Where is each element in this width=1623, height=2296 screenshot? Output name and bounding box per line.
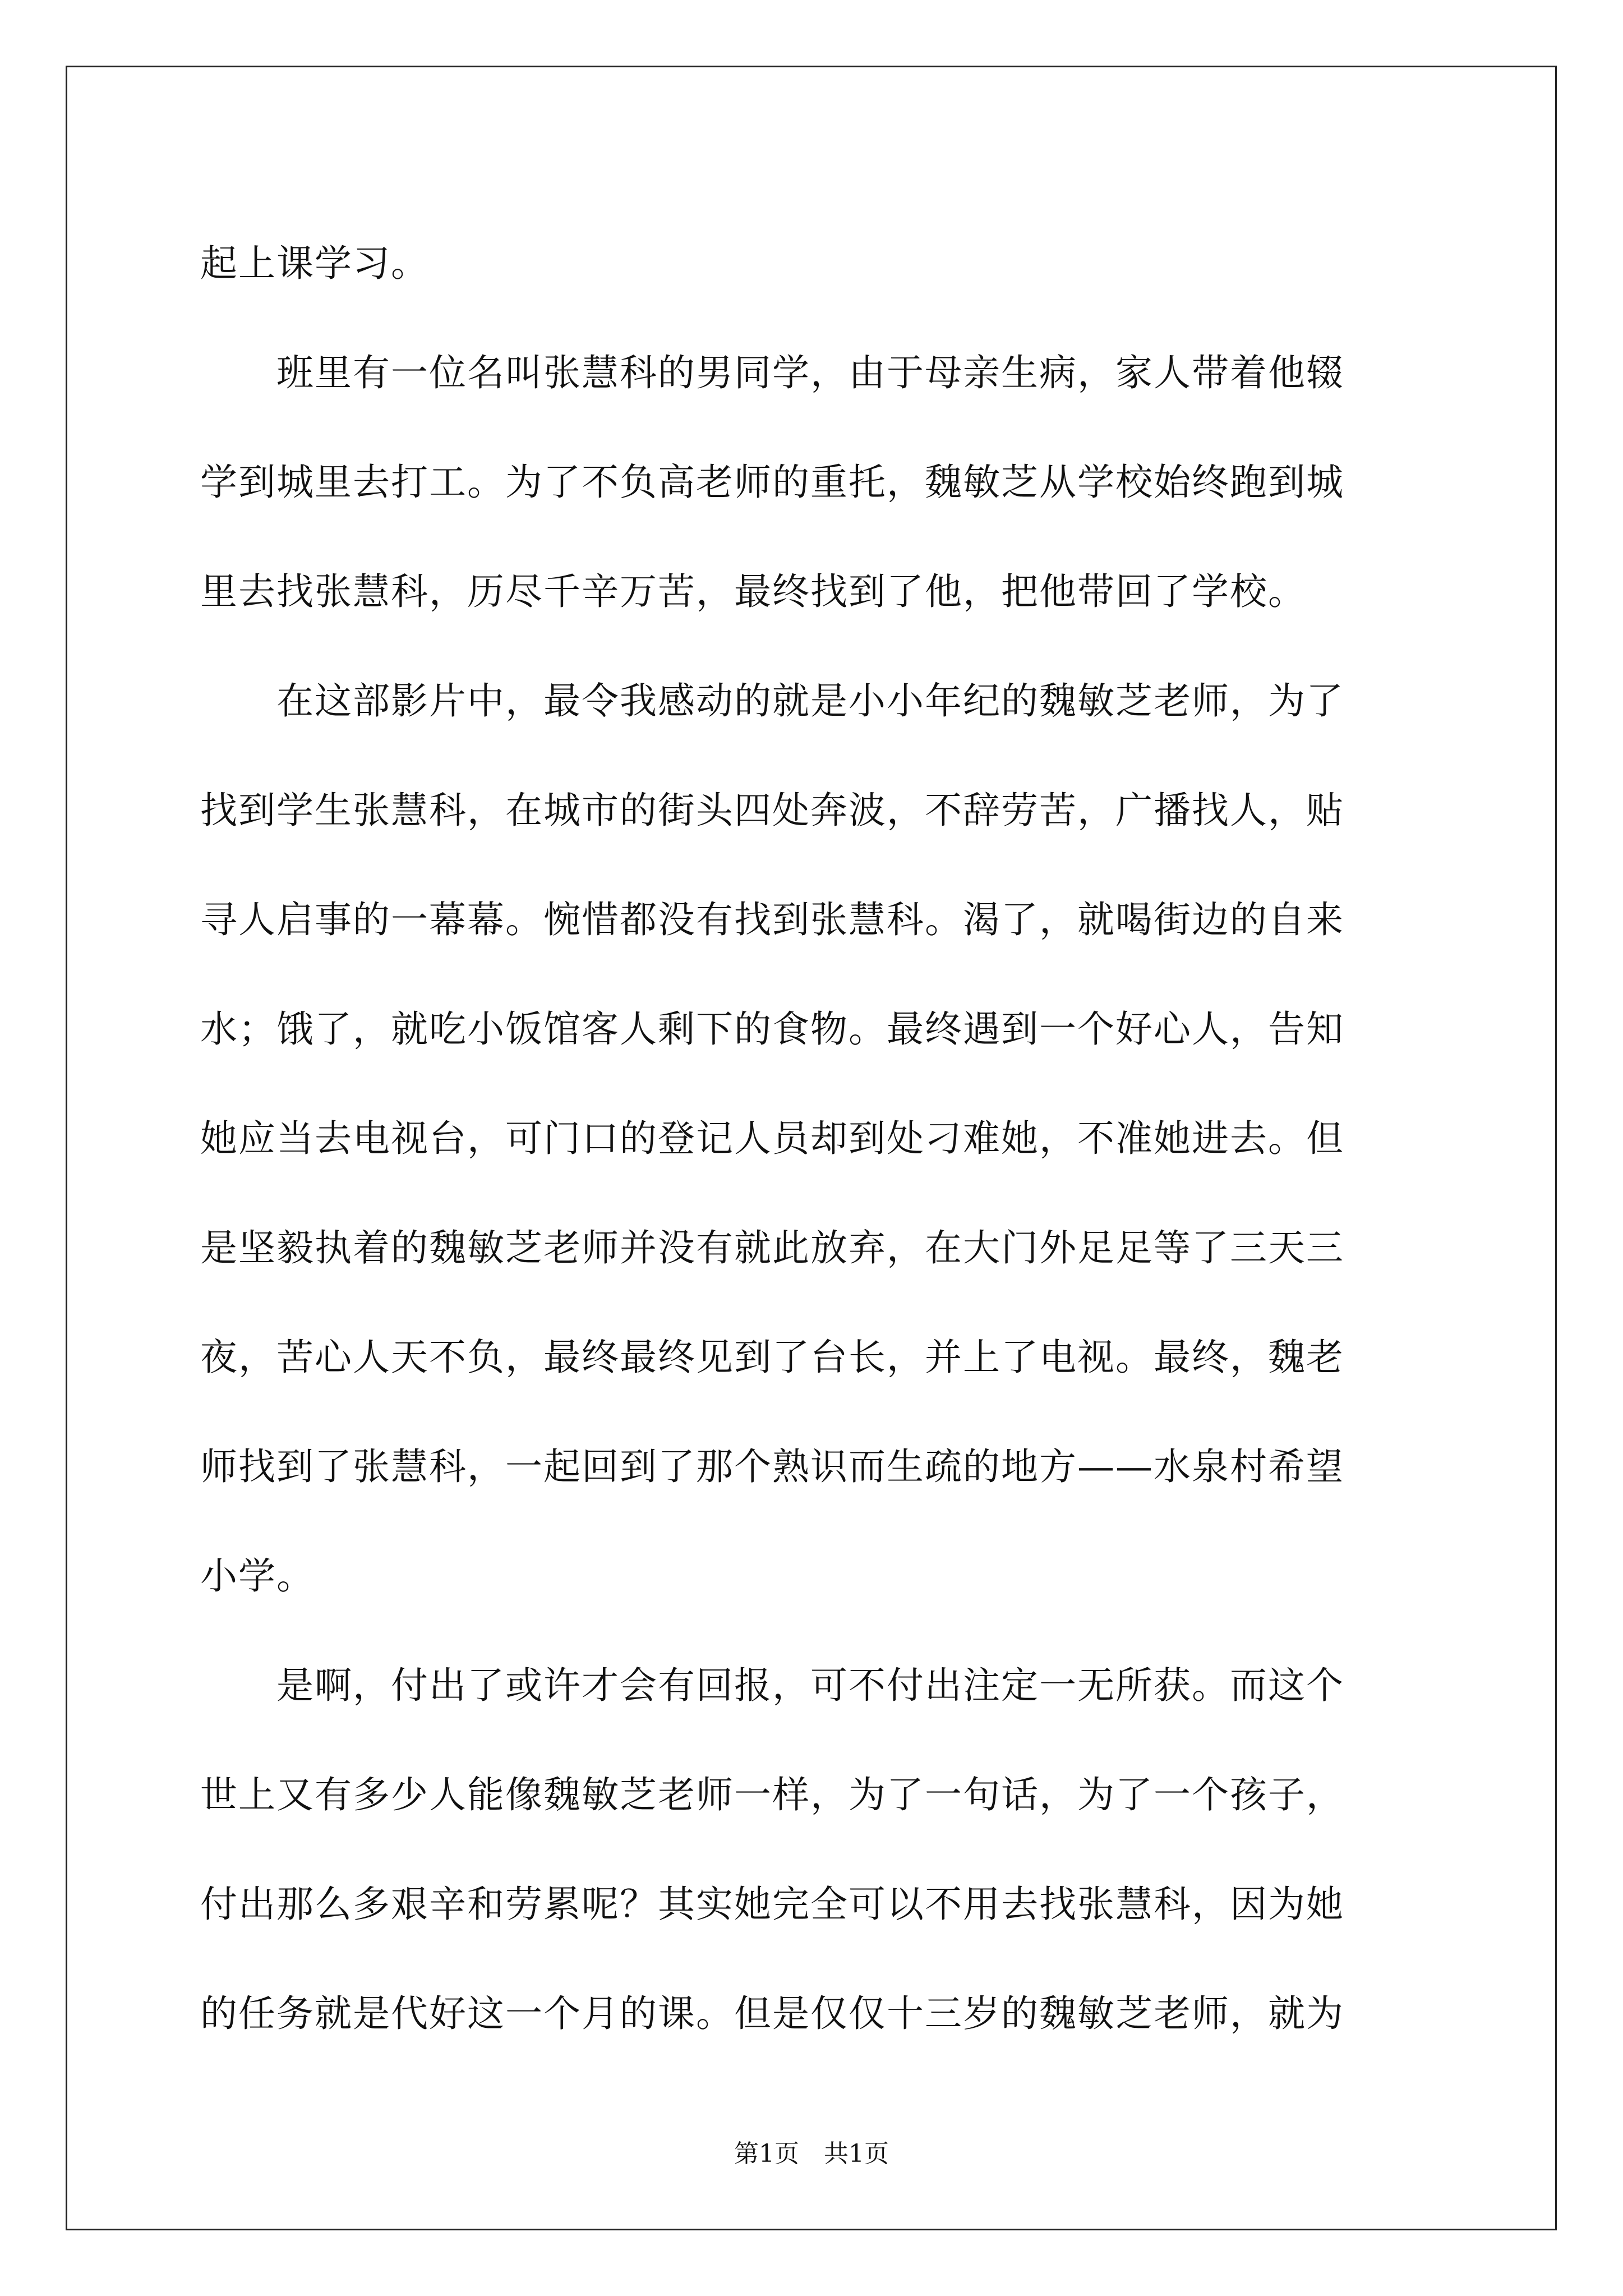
text-line: 寻人启事的一幕幕。惋惜都没有找到张慧科。渴了，就喝街边的自来 (200, 898, 1344, 941)
text-line: 小学。 (200, 1554, 315, 1598)
text-line: 水；饿了，就吃小饭馆客人剩下的食物。最终遇到一个好心人，告知 (200, 1007, 1344, 1051)
document-body (200, 209, 1434, 2068)
text-line: 师找到了张慧科，一起回到了那个熟识而生疏的地方——水泉村希望 (200, 1445, 1344, 1488)
text-line: 付出那么多艰辛和劳累呢？其实她完全可以不用去找张慧科，因为她 (200, 1883, 1344, 1926)
text-line: 里去找张慧科，历尽千辛万苦，最终找到了他，把他带回了学校。 (200, 570, 1306, 613)
text-line: 学到城里去打工。为了不负高老师的重托，魏敏芝从学校始终跑到城 (200, 461, 1344, 504)
text-line: 起上课学习。 (200, 242, 429, 285)
text-line: 在这部影片中，最令我感动的就是小小年纪的魏敏芝老师，为了 (200, 679, 1344, 723)
text-line: 找到学生张慧科，在城市的街头四处奔波，不辞劳苦，广播找人，贴 (200, 789, 1344, 832)
page-number-footer: 第1页 共1页 (734, 2139, 889, 2168)
text-line: 的任务就是代好这一个月的课。但是仅仅十三岁的魏敏芝老师，就为 (200, 1992, 1344, 2035)
text-line: 是坚毅执着的魏敏芝老师并没有就此放弃，在大门外足足等了三天三 (200, 1226, 1344, 1269)
text-line: 世上又有多少人能像魏敏芝老师一样，为了一句话，为了一个孩子， (200, 1773, 1344, 1816)
text-line: 她应当去电视台，可门口的登记人员却到处刁难她，不准她进去。但 (200, 1117, 1344, 1160)
text-line: 是啊，付出了或许才会有回报，可不付出注定一无所获。而这个 (200, 1664, 1344, 1707)
text-line: 班里有一位名叫张慧科的男同学，由于母亲生病，家人带着他辍 (200, 351, 1344, 394)
text-line: 夜，苦心人天不负，最终最终见到了台长，并上了电视。最终，魏老 (200, 1336, 1344, 1379)
